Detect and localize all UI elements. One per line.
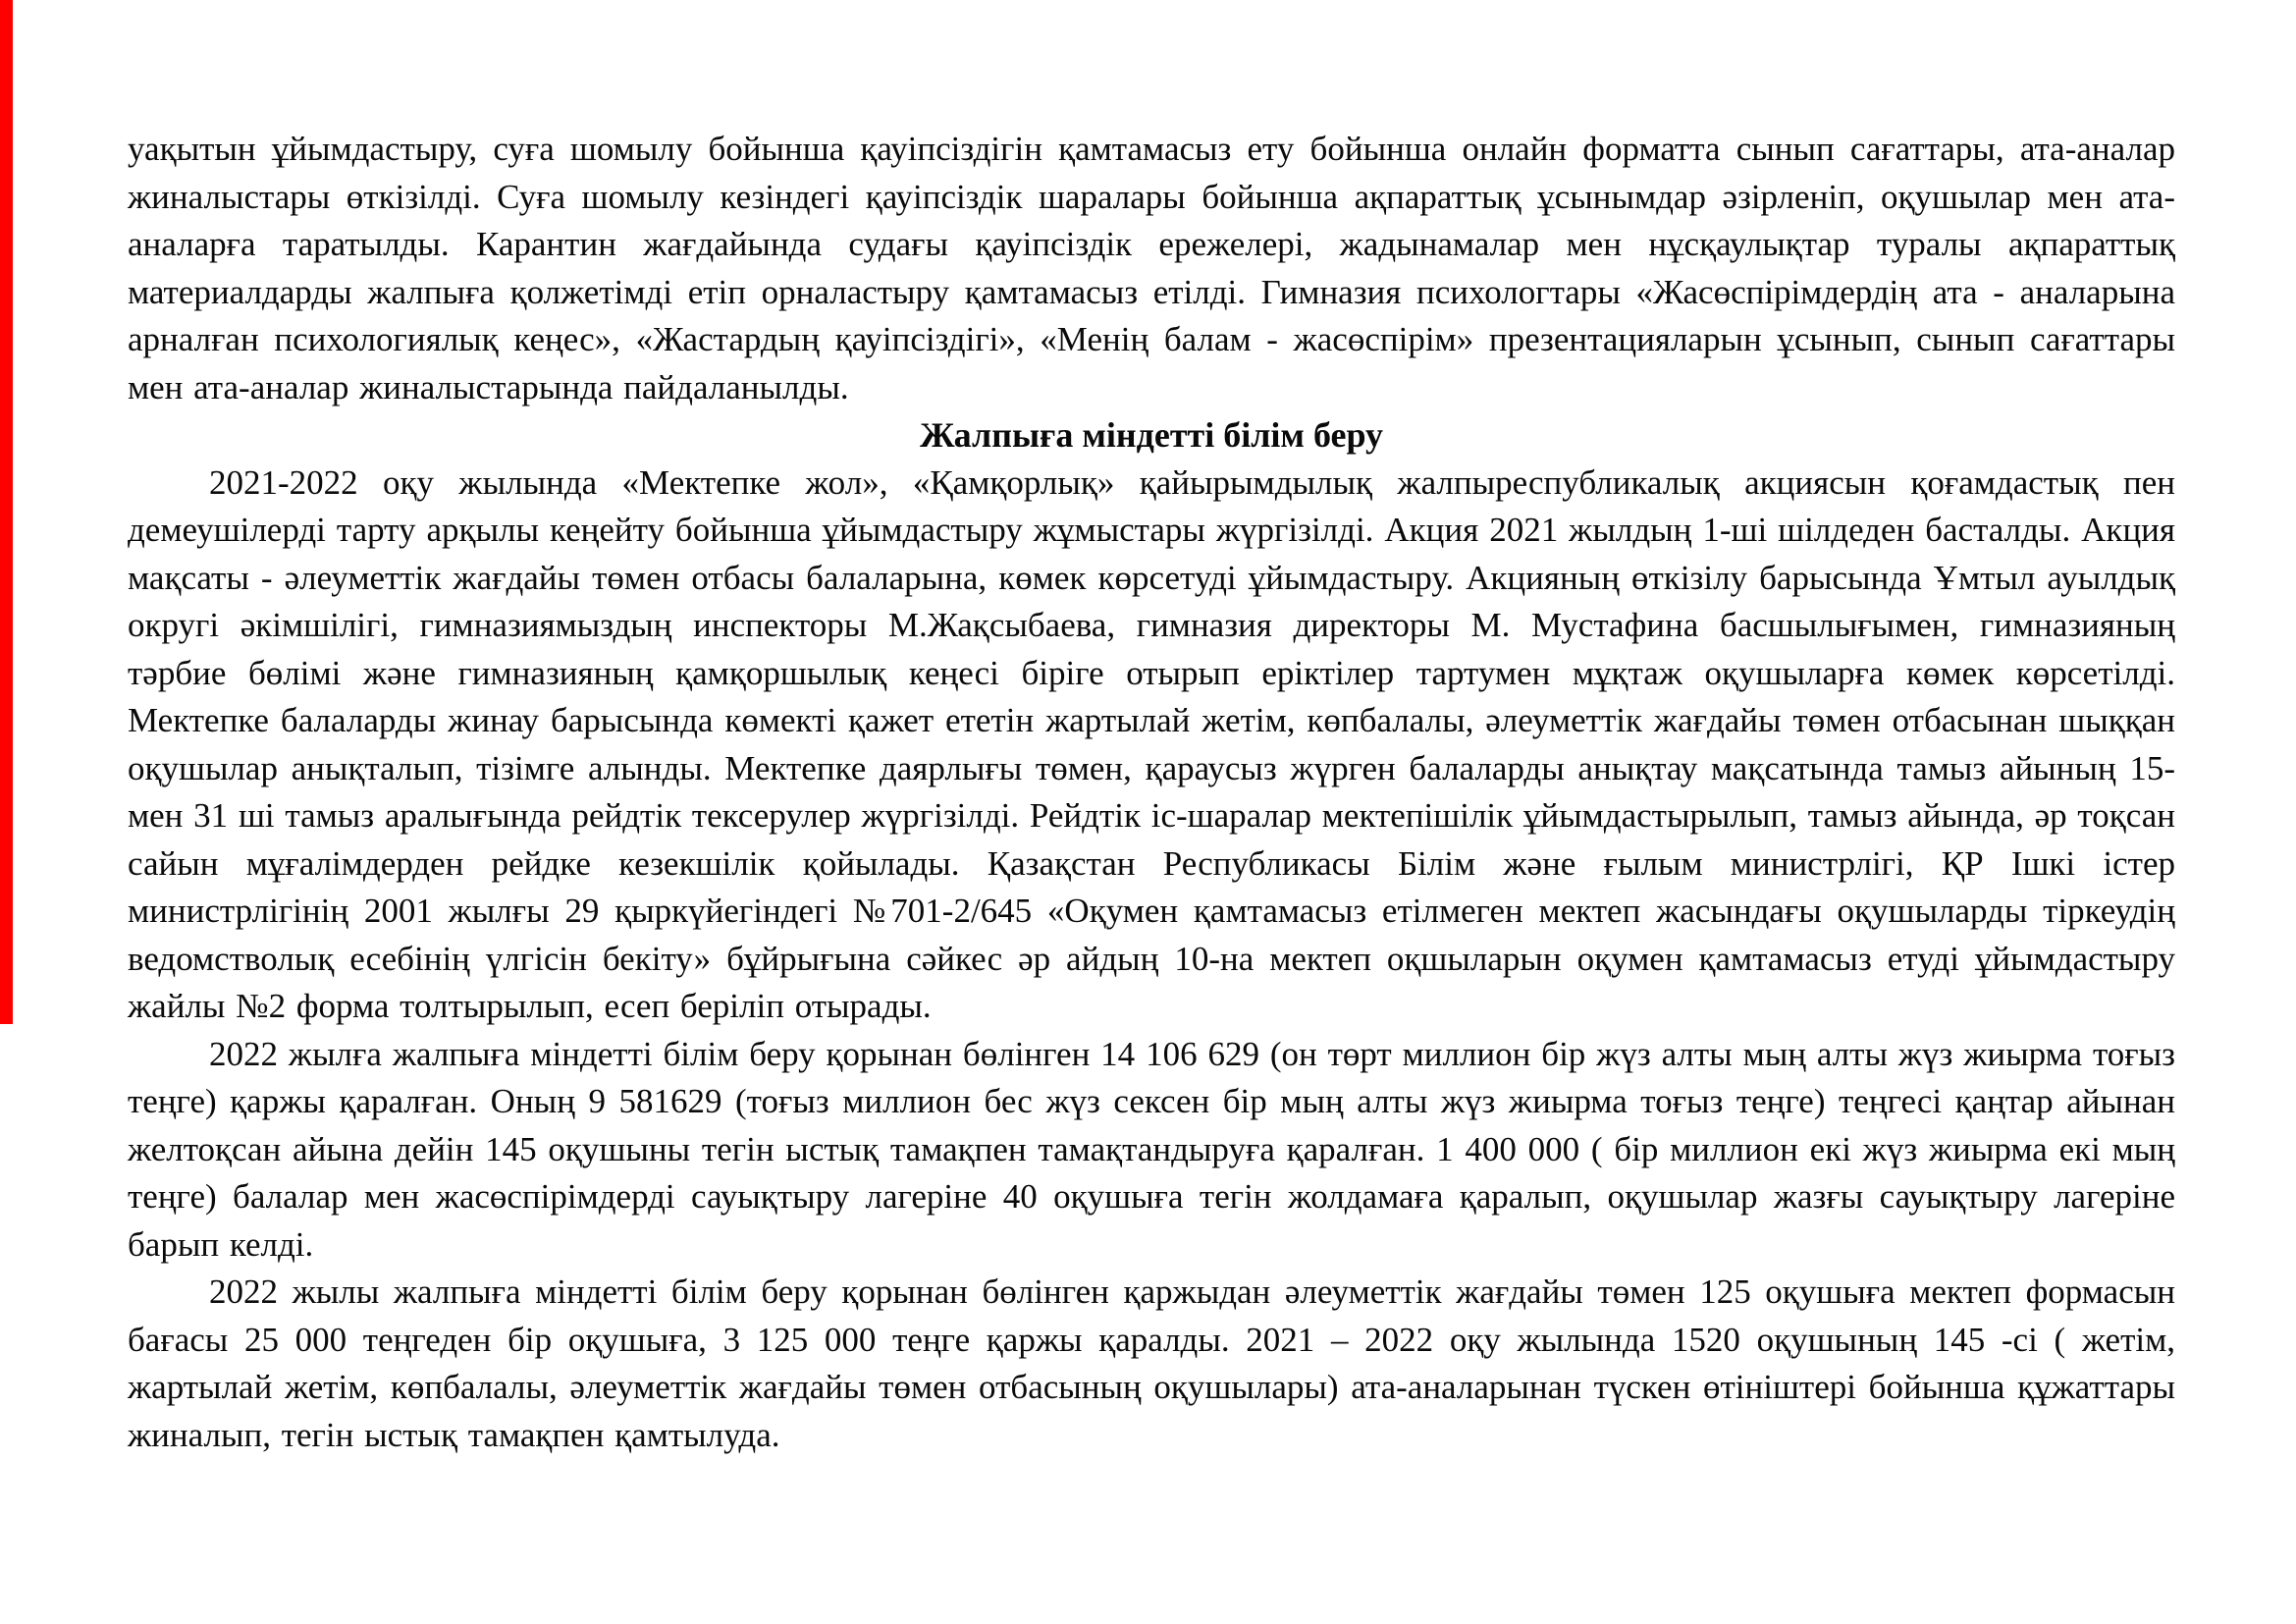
document-content bbox=[128, 126, 2175, 1459]
body-paragraph: 2021-2022 оқу жылында «Мектепке жол», «Қамқорлық» қайырымдылық жалпыреспубликалық акциясын қоғамдастық пен демеушілерді тарту арқылы кеңейту бойынша ұйымдастыру жұмыстары жүргізілді. Акция 2021 жылдың 1-ші шілдеден басталды. Акция мақсаты - әлеуметтік жағдайы төмен отбасы балаларына, көмек көрсетуді ұйымдастыру. Акцияның өткізілу барысында Ұмтыл ауылдық округі әкімшілігі, гимназиямыздың инспекторы М.Жақсыбаева, гимназия директоры М. Мустафина басшылығымен, гимназияның тәрбие бөлімі және гимназияның қамқоршылық кеңесі біріге отырып еріктілер тартумен мұқтаж оқушыларға көмек көрсетілді. Мектепке балаларды жинау барысында көмекті қажет ететін жартылай жетім, көпбалалы, әлеуметтік жағдайы төмен отбасынан шыққан оқушылар анықталып, тізімге алынды. Мектепке даярлығы төмен, қараусыз жүрген балаларды анықтау мақсатында тамыз айының 15-мен 31 ші тамыз аралығында рейдтік тексерулер жүргізілді. Рейдтік іс-шаралар мектепішілік ұйымдастырылып, тамыз айында, әр тоқсан сайын мұғалімдерден рейдке кезекшілік қойылады. Қазақстан Республикасы Білім және ғылым министрлігі, ҚР Ішкі істер министрлігінің 2001 жылғы 29 қыркүйегіндегі №701-2/645 «Оқумен қамтамасыз етілмеген мектеп жасындағы оқушыларды тіркеудің ведомстволық есебінің үлгісін бекіту» бұйрығына сәйкес әр айдың 10-на мектеп оқшыларын оқумен қамтамасыз етуді ұйымдастыру жайлы №2 форма толтырылып, есеп беріліп отырады. bbox=[128, 462, 2175, 1025]
section-heading: Жалпыға міндетті білім беру bbox=[919, 415, 1383, 455]
body-paragraph: 2022 жылға жалпыға міндетті білім беру қорынан бөлінген 14 106 629 (он төрт миллион бір жүз алты мың алты жүз жиырма тоғыз теңге) қаржы қаралған. Оның 9 581629 (тоғыз миллион бес жүз сексен бір мың алты жүз жиырма тоғыз теңге) теңгесі қаңтар айынан желтоқсан айына дейін 145 оқушыны тегін ыстық тамақпен тамақтандыруға қаралған. 1 400 000 ( бір миллион екі жүз жиырма екі мың теңге) балалар мен жасөспірімдерді сауықтыру лагеріне 40 оқушыға тегін жолдамаға қаралып, оқушылар жазғы сауықтыру лагеріне барып келді. bbox=[128, 1034, 2175, 1264]
body-paragraph: уақытын ұйымдастыру, суға шомылу бойынша қауіпсіздігін қамтамасыз ету бойынша онлайн форматта сынып сағаттары, ата-аналар жиналыстары өткізілді. Суға шомылу кезіндегі қауіпсіздік шаралары бойынша ақпараттық ұсынымдар әзірленіп, оқушылар мен ата-аналарға таратылды. Карантин жағдайында судағы қауіпсіздік ережелері, жадынамалар мен нұсқаулықтар туралы ақпараттық материалдарды жалпыға қолжетімді етіп орналастыру қамтамасыз етілді. Гимназия психологтары «Жасөспірімдердің ата - аналарына арналған психологиялық кеңес», «Жастардың қауіпсіздігі», «Менің балам - жасөспірім» презентацияларын ұсынып, сынып сағаттары мен ата-аналар жиналыстарында пайдаланылды. bbox=[128, 130, 2175, 406]
scan-edge-artifact bbox=[0, 0, 13, 1024]
body-paragraph: 2022 жылы жалпыға міндетті білім беру қорынан бөлінген қаржыдан әлеуметтік жағдайы төмен 125 оқушыға мектеп формасын бағасы 25 000 теңгеден бір оқушыға, 3 125 000 теңге қаржы қаралды. 2021 – 2022 оқу жылында 1520 оқушының 145 -сі ( жетім, жартылай жетім, көпбалалы, әлеуметтік жағдайы төмен отбасының оқушылары) ата-аналарынан түскен өтініштері бойынша құжаттары жиналып, тегін ыстық тамақпен қамтылуда. bbox=[128, 1272, 2175, 1454]
